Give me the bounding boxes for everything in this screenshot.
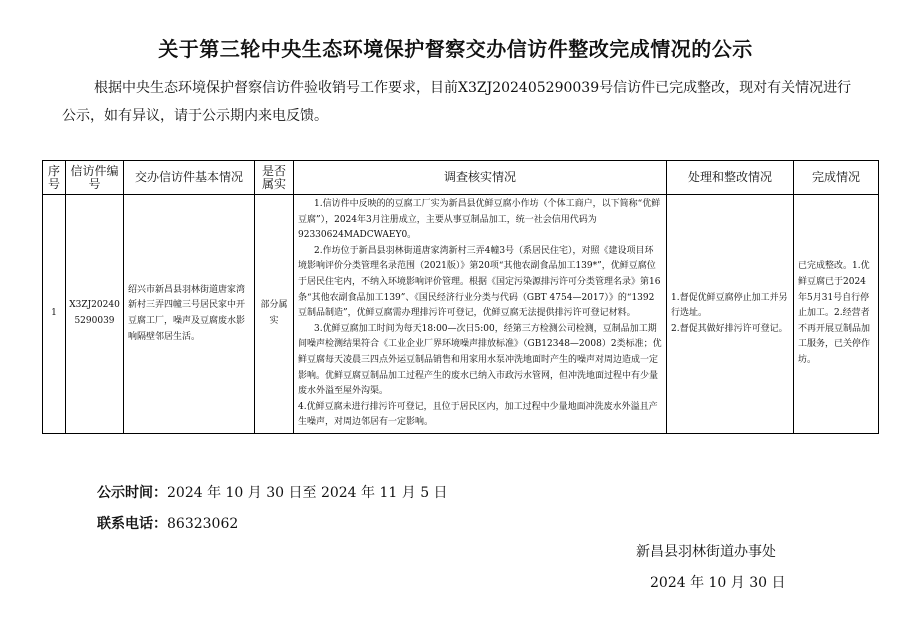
header-seq: 序号 [43,161,66,195]
cell-case-no: X3ZJ202405290039 [66,195,124,434]
table-row [43,195,879,434]
publicity-period [97,482,448,502]
publicity-period-value: 2024 年 10 月 30 日至 2024 年 11 月 5 日 [167,485,448,501]
header-is-true: 是否属实 [255,161,294,195]
investigation-item-4: 4.优鲜豆腐未进行排污许可登记，且位于居民区内，加工过程中少量地面冲洗废水外溢且产生噪声，对周边邻居有一定影响。 [298,401,658,428]
header-completion: 完成情况 [794,161,879,195]
contact-phone-value: 86323062 [167,516,239,532]
header-basic-info: 交办信访件基本情况 [124,161,255,195]
signature-date: 2024 年 10 月 30 日 [650,575,786,591]
header-handling: 处理和整改情况 [667,161,794,195]
investigation-item-1: 1.信访件中反映的的豆腐工厂实为新昌县优鲜豆腐小作坊（个体工商户，以下简称“优鲜豆腐”），2024年3月注册成立，主要从事豆制品加工，统一社会信用代码为92330624MADCWAEY0。 [298,199,661,241]
cell-basic-info: 绍兴市新昌县羽林街道唐家湾新村三弄四幢三号居民家中开豆腐工厂，噪声及豆腐废水影响隔壁邻居生活。 [124,195,255,434]
table-header-row [43,161,879,195]
investigation-item-2: 2.作坊位于新昌县羽林街道唐家湾新村三弄4幢3号（系居民住宅），对照《建设项目环境影响评价分类管理名录范围（2021版）》第20项“其他农副食品加工139*”，优鲜豆腐位于居民住宅内，不纳入环境影响评价管理。根据《国定污染源排污许可分类管理名录》第16条“其他农副食品加工139”、《国民经济行业分类与代码（GBT 4754—2017）》的“1392豆制品制造”，优鲜豆腐需办理排污许可登记，优鲜豆腐无法提供排污许可登记材料。 [298,245,661,319]
contact-phone-label: 联系电话： [97,516,167,532]
handling-item-2: 2.督促其做好排污许可登记。 [671,323,788,334]
rectification-table [42,160,879,434]
intro-paragraph: 根据中央生态环境保护督察信访件验收销号工作要求，目前X3ZJ202405290039号信访件已完成整改，现对有关情况进行公示，如有异议，请于公示期内来电反馈。 [62,80,852,124]
signature-org: 新昌县羽林街道办事处 [636,544,776,560]
cell-seq: 1 [43,195,66,434]
investigation-item-3: 3.优鲜豆腐加工时间为每天18:00—次日5:00，经第三方检测公司检测，豆制品加工期间噪声检测结果符合《工业企业厂界环境噪声排放标准》（GB12348—2008）2类标准；优鲜豆腐每天凌晨三四点外运豆制品销售和用家用水泵冲洗地面时产生的噪声对周边造成一定影响。优鲜豆腐豆制品加工过程产生的废水已纳入市政污水管网，但冲洗地面过程中有少量废水外溢至屋外沟渠。 [298,323,662,397]
cell-investigation [294,195,667,434]
page-title: 关于第三轮中央生态环境保护督察交办信访件整改完成情况的公示 [158,37,753,61]
contact-phone [97,513,238,533]
publicity-period-label: 公示时间： [97,485,167,501]
header-investigation: 调查核实情况 [294,161,667,195]
cell-completion: 已完成整改。1.优鲜豆腐已于2024年5月31号自行停止加工。2.经营者不再开展豆制品加工服务，已关停作坊。 [794,195,879,434]
cell-is-true: 部分属实 [255,195,294,434]
header-case-no: 信访件编号 [66,161,124,195]
handling-item-1: 1.督促优鲜豆腐停止加工并另行选址。 [671,292,788,319]
cell-handling [667,195,794,434]
